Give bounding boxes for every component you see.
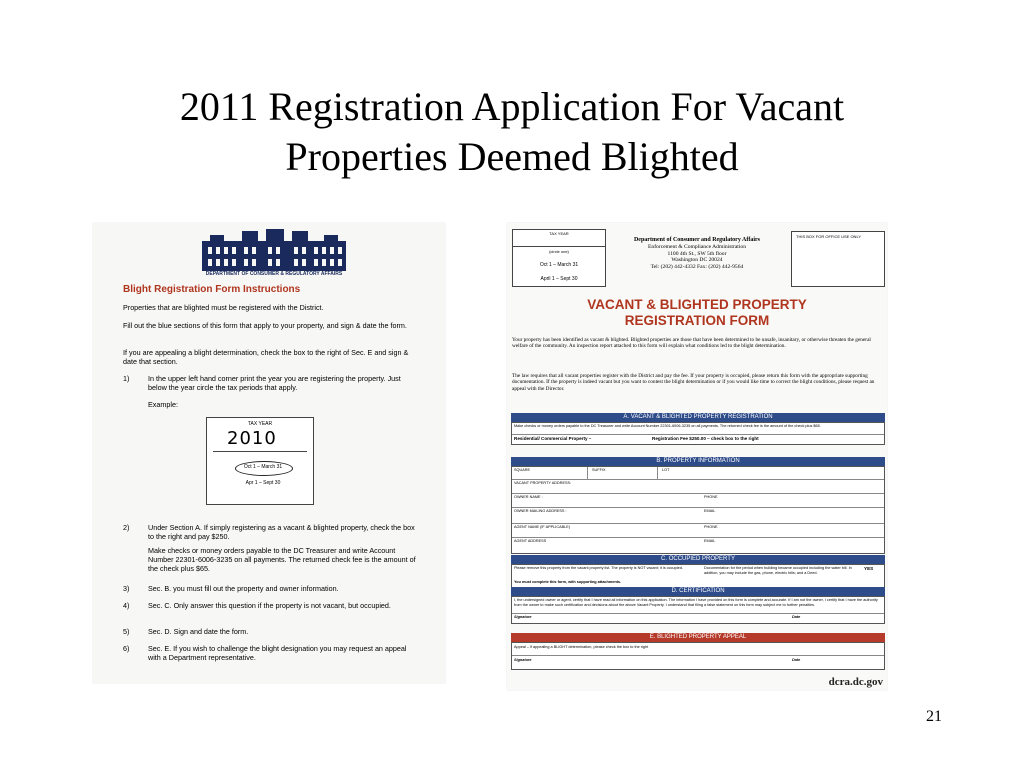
- form-title-line2: REGISTRATION FORM: [624, 313, 770, 328]
- step-text: Sec. D. Sign and date the form.: [148, 627, 249, 636]
- field-label-owner-mailing: OWNER MAILING ADDRESS :: [514, 509, 567, 513]
- department-name: Department of Consumer and Regulatory Affairs: [633, 237, 761, 243]
- circle-one-label: (circle one): [549, 249, 569, 254]
- slide-title: [60, 82, 964, 182]
- divider: [512, 507, 884, 508]
- section-d-date-label: Date: [792, 615, 801, 619]
- form-intro-1: Your property has been identified as vacant & blighted. Blighted properties are those that have been determined to be unsafe, insanitary, or otherwise threaten the general welfare of the community. An inspection report attached to this form will explain what conditions led to the blight determination.: [512, 337, 871, 350]
- section-b-header: B. PROPERTY INFORMATION: [511, 457, 885, 466]
- divider: [512, 479, 884, 480]
- section-d-signature-label: Signature: [514, 615, 532, 619]
- department-line: Tel: (202) 442-4332 Fax: (202) 442-9564: [650, 264, 744, 271]
- step-number: 4): [123, 601, 130, 610]
- section-c-header: C. OCCUPIED PROPERTY: [511, 555, 885, 564]
- section-d-text: I, the undersigned owner or agent, certify that I have read all information on this application. The information I have provided on this form is complete and accurate. If I am not the owner, I certify that I have the authority from the owner to make such certification and decisions about the above Vacant Property. I understand that filing a false statement on this form may subject me to further penalties.: [514, 598, 878, 607]
- step-number: 2): [123, 523, 130, 532]
- divider: [512, 655, 884, 656]
- tax-period-option-1: Oct 1 – March 31: [539, 262, 579, 268]
- field-label-suffix: SUFFIX: [592, 468, 606, 472]
- field-label-owner-name: OWNER NAME :: [514, 495, 543, 499]
- section-d-header: D. CERTIFICATION: [511, 587, 885, 596]
- logo-caption: DEPARTMENT OF CONSUMER & REGULATORY AFFAIRS: [205, 271, 343, 277]
- example-tax-year-label: TAX YEAR: [247, 421, 273, 427]
- divider: [213, 451, 307, 452]
- step-text: Under Section A. If simply registering as a vacant & blighted property, check the box to the right and pay $250.: [148, 523, 415, 541]
- step-text: Sec. E. If you wish to challenge the blight designation you may request an appeal with a Department representative.: [148, 644, 407, 662]
- field-label-lot: LOT: [662, 468, 670, 472]
- example-handwritten-year: 2010: [227, 428, 277, 449]
- tax-period-option-2: April 1 – Sept 30: [540, 276, 578, 282]
- field-label-owner-email: EMAIL: [704, 509, 716, 513]
- field-label-owner-phone: PHONE: [704, 495, 718, 499]
- form-intro-2: The law requires that all vacant properties register with the District and pay the fee. If your property is occupied, please return this form with the appropriate supporting documentation. If the property is indeed vacant but you want to contest the blight determination or if you would like time to correct the blight conditions, please request an appeal with the Director.: [512, 373, 875, 392]
- registration-form-image: [507, 223, 887, 690]
- divider: [512, 493, 884, 494]
- form-tax-year-box: [512, 229, 606, 287]
- divider: [512, 434, 884, 435]
- step-number: 5): [123, 627, 130, 636]
- section-a-box: [511, 422, 885, 445]
- divider: [657, 467, 658, 479]
- department-address-block: [617, 237, 777, 271]
- field-label-agent-address: AGENT ADDRESS: [514, 539, 547, 543]
- step-text: Sec. B. you must fill out the property and owner information.: [148, 584, 339, 593]
- section-c-right-text: Documentation for the period when building became occupied including the water bill. In addition, you may include the gas, phone, electric bills; and a Deed.: [704, 566, 852, 575]
- dcra-url: dcra.dc.gov: [828, 676, 883, 688]
- step-number: 6): [123, 644, 130, 653]
- instructions-para-1: Properties that are blighted must be registered with the District.: [123, 303, 324, 312]
- step-number: 1): [123, 374, 130, 383]
- field-label-agent-phone: PHONE: [704, 525, 718, 529]
- department-line: Washington DC 20024: [671, 257, 723, 264]
- section-c-yes-label: YES: [864, 566, 874, 571]
- section-c-box: [511, 564, 885, 588]
- divider: [512, 537, 884, 538]
- form-title-line1: VACANT & BLIGHTED PROPERTY: [587, 297, 807, 312]
- department-line: Enforcement & Compliance Administration: [647, 243, 747, 250]
- form-title: [507, 297, 887, 329]
- step-text: Sec. C. Only answer this question if the property is not vacant, but occupied.: [148, 601, 391, 610]
- section-e-appeal-text: Appeal – if appealing a BLIGHT determination, please check the box to the right: [514, 645, 649, 649]
- section-e-date-label: Date: [792, 658, 801, 662]
- section-e-header: E. BLIGHTED PROPERTY APPEAL: [511, 633, 885, 642]
- divider: [512, 523, 884, 524]
- field-label-square: SQUARE: [514, 468, 531, 472]
- example-tax-year-box: [206, 417, 314, 505]
- example-option-2: Apr 1 – Sept 30: [245, 480, 281, 486]
- tax-year-label: TAX YEAR: [549, 231, 569, 236]
- department-line: 1100 4th St., SW 5th floor: [667, 250, 727, 257]
- field-label-agent-email: EMAIL: [704, 539, 716, 543]
- tax-year-header: [513, 230, 605, 247]
- section-e-signature-label: Signature: [514, 658, 532, 662]
- office-use-box: [791, 231, 885, 287]
- section-a-row-label: Residential/ Commercial Property –: [514, 436, 592, 441]
- instructions-para-3: If you are appealing a blight determination, check the box to the right of Sec. E and sign & date that section.: [123, 348, 409, 366]
- section-a-note: Make checks or money orders payable to the DC Treasurer and write Account Number 22301-6006-3235 on all payments. The returned check fee is the amount of the check plus $65.: [514, 424, 821, 428]
- example-option-1: Oct 1 – March 31: [243, 464, 283, 470]
- example-label: Example:: [148, 400, 178, 409]
- step-text: Make checks or money orders payable to the DC Treasurer and write Account Number 22301-6006-3235 on all payments. The returned check fee is the amount of the check plus $65.: [148, 546, 416, 573]
- field-label-agent-name: AGENT NAME (IF APPLICABLE): [514, 525, 571, 529]
- dcra-building-logo: [202, 229, 346, 273]
- section-c-left-text: Please remove this property from the vacant property list. The property is NOT vacant; it is occupied.: [514, 566, 683, 570]
- section-d-box: [511, 596, 885, 624]
- divider: [587, 467, 588, 479]
- slide-title-line1: 2011 Registration Application For Vacant: [179, 84, 845, 129]
- instructions-para-2: Fill out the blue sections of this form that apply to your property, and sign & date the form.: [123, 321, 407, 330]
- field-label-property-address: VACANT PROPERTY ADDRESS:: [514, 481, 572, 485]
- section-a-header: A. VACANT & BLIGHTED PROPERTY REGISTRATION: [511, 413, 885, 422]
- slide-page-number: 21: [926, 708, 942, 725]
- section-a-fee: Registration Fee $250.00 – check box to the right: [652, 436, 759, 441]
- instructions-heading: Blight Registration Form Instructions: [123, 284, 301, 295]
- slide-title-line2: Properties Deemed Blighted: [285, 134, 739, 179]
- section-e-box: [511, 642, 885, 670]
- section-b-box: [511, 466, 885, 554]
- section-c-bottom-text: You must complete this form, with supporting attachments.: [514, 580, 622, 584]
- divider: [512, 613, 884, 614]
- step-text: In the upper left hand corner print the year you are registering the property. Just below the year circle the tax periods that apply.: [148, 374, 401, 392]
- instructions-page-image: [93, 223, 445, 683]
- step-number: 3): [123, 584, 130, 593]
- office-use-label: THIS BOX FOR OFFICE USE ONLY: [796, 234, 862, 239]
